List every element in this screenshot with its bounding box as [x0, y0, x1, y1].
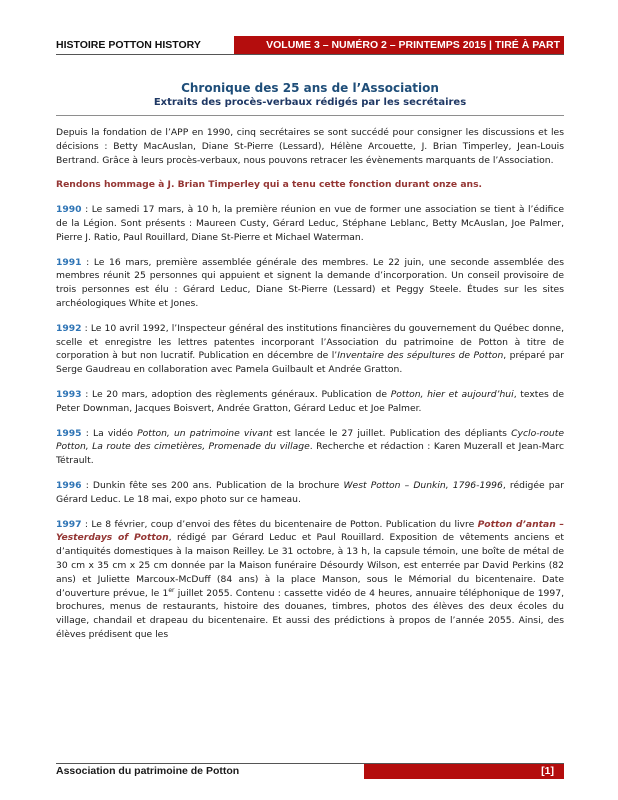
journal-name: HISTOIRE POTTON HISTORY	[56, 39, 201, 51]
publication-title: Potton, hier et aujourd’hui	[390, 388, 514, 400]
entry-1990	[56, 203, 564, 244]
entry-text: , préparé par Serge Gaudreau en collaboration avec Pamela Guilbault et Andrée Gratton.	[56, 350, 565, 376]
entry-year: 1991	[56, 256, 82, 268]
entry-text: : Le samedi 17 mars, à 10 h, la première réunion en vue de former une association se tient à l’édifice de la Légion. Sont présents : Maureen Custy, Gérard Leduc, Stéphane Leblanc, Betty McAuslan, Joe Palmer, Pierre J. Ratio, Paul Rouillard, Diane St-Pierre et Michael Waterman.	[56, 204, 564, 243]
entry-text: , textes de Peter Downman, Jacques Boisvert, Andrée Gratton, Gérard Leduc et Joe Palmer.	[56, 388, 564, 414]
page-header	[56, 36, 564, 55]
entry-text: . Recherche et rédaction : Karen Muzerall et Jean-Marc Tétrault.	[56, 441, 564, 467]
video-title: Potton, un patrimoine vivant	[137, 427, 273, 439]
book-title: Potton d’antan – Yesterdays of Potton	[56, 518, 564, 544]
entry-text: : Dunkin fête ses 200 ans. Publication de la brochure	[81, 479, 344, 491]
entry-1992	[56, 322, 564, 377]
entry-text: juillet 2055. Contenu : cassette vidéo de 4 heures, annuaire téléphonique de 1997, brochures, menus de restaurants, histoire des douanes, timbres, photos des élèves des deux écoles du village, chandail et drapeau du bicentenaire. Et aussi des prédictions à propos de l’année 2055. Ainsi, des élèves prédisent que les	[56, 587, 564, 640]
entry-text: : Le 16 mars, première assemblée générale des membres. Le 22 juin, une seconde assemblée des membres réunit 25 personnes qui appuient et signent la demande d’incorporation. Un conseil provisoire de trois personnes est élu : Gérard Leduc, Diane St-Pierre (Lessard) et Peggy Steele. Études sur les sites archéologiques White et Jones.	[56, 256, 564, 309]
entry-text: : Le 10 avril 1992, l’Inspecteur général des institutions financières du gouvernement du Québec donne, scelle et enregistre les lettres patentes incorporant l’Association du patrimoine de Potton à titre de corporation à but non lucratif. Publication en décembre de l’	[56, 322, 564, 362]
entry-text: , rédigé par Gérard Leduc et Paul Rouillard. Exposition de vêtements anciens et d’antiquités domestiques à la maison Reilley. Le 31 octobre, à 13 h, la capsule témoin, une boîte de métal de 30 cm x 35 cm x 25 cm donnée par la Maison funéraire Désourdy Wilson, est enterrée par David Perkins (82 ans) et Juliette Marcoux-McDuff (84 ans) à la place Manson, sous le Mémorial du bicentenaire. Date d’ouverture prévue, le 1	[56, 532, 564, 599]
entry-year: 1993	[56, 388, 82, 400]
issue-banner: VOLUME 3 – NUMÉRO 2 – PRINTEMPS 2015 | TIRÉ À PART	[234, 36, 564, 54]
intro-paragraph: Depuis la fondation de l’APP en 1990, cinq secrétaires se sont succédé pour consigner les discussions et les décisions : Betty MacAuslan, Diane St-Pierre (Lessard), Hélène Arcouette, J. Brian Timperley, Jean-Louis Bertrand. Grâce à leurs procès-verbaux, nous pouvons retracer les évènements marquants de l’Association.	[56, 127, 564, 166]
entry-text: est lancée le 27 juillet. Publication des dépliants	[272, 427, 512, 439]
article-title: Chronique des 25 ans de l’Association	[181, 81, 439, 95]
publisher-name: Association du patrimoine de Potton	[56, 765, 240, 777]
article-body	[56, 126, 564, 642]
page-footer	[56, 764, 564, 779]
entry-text: : Le 8 février, coup d’envoi des fêtes du bicentenaire de Potton. Publication du livre	[81, 518, 478, 530]
entry-1993	[56, 388, 564, 416]
publication-title: West Potton – Dunkin, 1796-1996	[343, 479, 503, 491]
entry-1996	[56, 479, 564, 507]
entry-text: : Le 20 mars, adoption des règlements généraux. Publication de	[81, 388, 391, 400]
article-subtitle: Extraits des procès-verbaux rédigés par les secrétaires	[153, 97, 467, 108]
entry-year: 1990	[56, 204, 82, 216]
entry-text: , rédigée par Gérard Leduc. Le 18 mai, expo photo sur ce hameau.	[56, 479, 564, 505]
entry-year: 1992	[56, 322, 82, 334]
homage-line: Rendons hommage à J. Brian Timperley qui a tenu cette fonction durant onze ans.	[56, 179, 483, 191]
entry-1991	[56, 256, 564, 311]
page-number: [1]	[364, 764, 564, 779]
entry-year: 1997	[56, 518, 82, 530]
superscript: er	[168, 586, 175, 594]
entry-text: : La vidéo	[81, 427, 138, 439]
entry-1997	[56, 518, 564, 642]
entry-year: 1996	[56, 479, 82, 491]
publication-title: Inventaire des sépultures de Potton	[337, 350, 504, 362]
entry-1995	[56, 427, 564, 468]
entry-year: 1995	[56, 427, 82, 439]
brochure-titles: Cyclo-route Potton, La route des cimetières, Promenade du village	[56, 427, 564, 453]
title-divider	[56, 115, 564, 116]
